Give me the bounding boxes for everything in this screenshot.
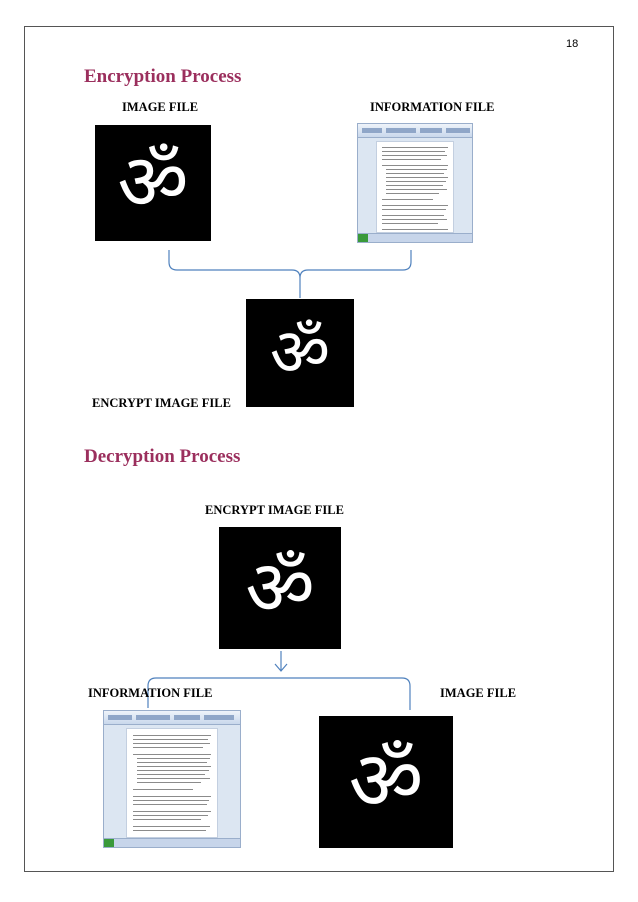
encrypt-image-label: ENCRYPT IMAGE FILE [92, 396, 231, 410]
om-symbol-icon: ॐ [348, 734, 424, 829]
encryption-info-label: INFORMATION FILE [370, 100, 495, 114]
om-symbol-icon: ॐ [269, 314, 331, 391]
word-document-screenshot [103, 710, 241, 848]
om-symbol-icon: ॐ [245, 543, 315, 632]
encryption-heading: Encryption Process [84, 66, 242, 87]
decrypted-image-file [319, 716, 453, 848]
om-symbol-icon: ॐ [117, 138, 189, 228]
page-number: 18 [566, 38, 579, 50]
encryption-image-label: IMAGE FILE [122, 100, 199, 114]
decrypt-info-label: INFORMATION FILE [88, 686, 213, 700]
decrypt-image-label: IMAGE FILE [440, 686, 517, 700]
decrypt-source-label: ENCRYPT IMAGE FILE [205, 503, 344, 517]
decryption-heading: Decryption Process [84, 446, 241, 467]
